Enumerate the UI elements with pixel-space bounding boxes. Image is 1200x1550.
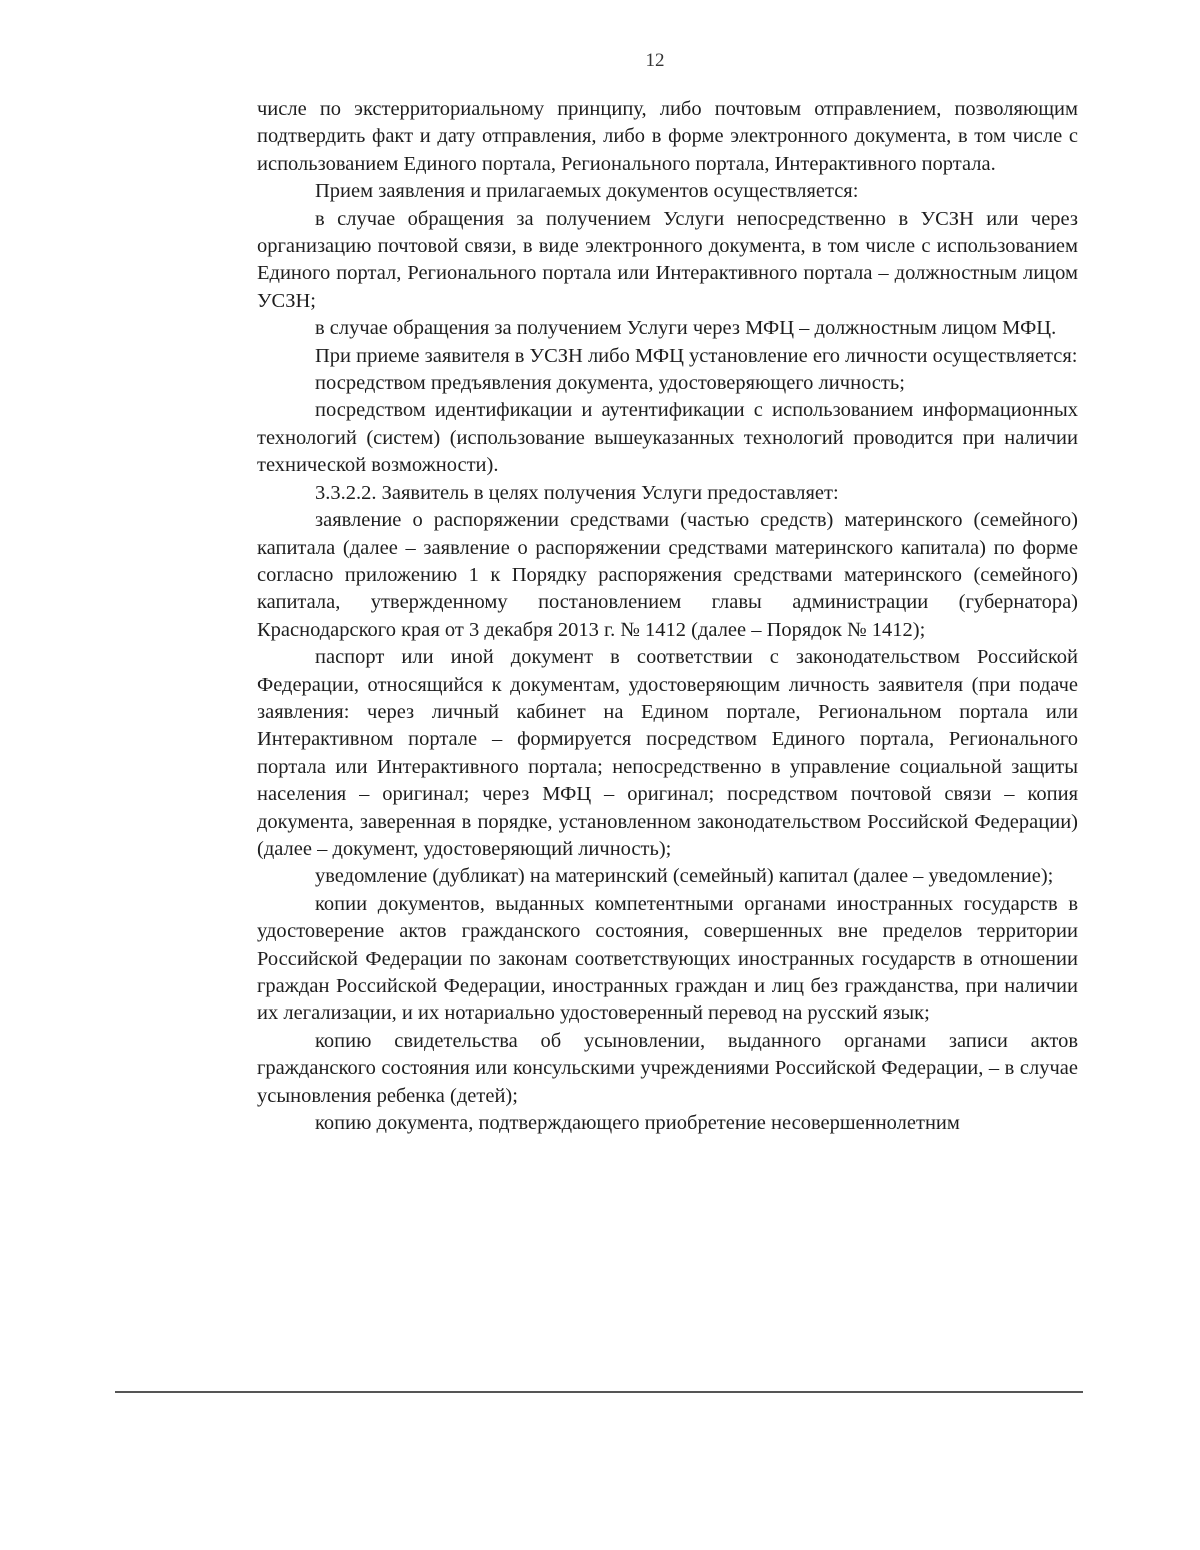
page-number: 12 [645,50,665,71]
paragraph: копию документа, подтверждающего приобретение несовершеннолетним [315,1112,960,1135]
paragraph: 3.3.2.2. Заявитель в целях получения Услуги предоставляет: [315,481,839,504]
paragraph: заявление о распоряжении средствами (частью средств) материнского (семейного) капитала (далее – заявление о распоряжении средствами материнского капитала) по форме согласно приложению 1 к Порядку распоряжения средствами материнского (семейного) капитала, утвержденному постановлением главы администрации (губернатора) Краснодарского края от 3 декабря 2013 г. № 1412 (далее – Порядок № 1412); [257,509,1078,641]
paragraph: копию свидетельства об усыновлении, выданного органами записи актов гражданского состояния или консульскими учреждениями Российской Федерации, – в случае усыновления ребенка (детей); [257,1029,1078,1107]
document-body [257,96,1078,1137]
paragraph: в случае обращения за получением Услуги через МФЦ – должностным лицом МФЦ. [315,317,1057,340]
paragraph: числе по экстерриториальному принципу, либо почтовым отправлением, позволяющим подтвердить факт и дату отправления, либо в форме электронного документа, в том числе с использованием Единого портала, Регионального портала, Интерактивного портала. [257,98,1078,175]
paragraph: посредством предъявления документа, удостоверяющего личность; [315,372,905,395]
paragraph: копии документов, выданных компетентными органами иностранных государств в удостоверение актов гражданского состояния, совершенных вне пределов территории Российской Федерации по законам соответствующих иностранных государств в отношении граждан Российской Федерации, иностранных граждан и лиц без гражданства, при наличии их легализации, и их нотариально удостоверенный перевод на русский язык; [257,892,1078,1025]
paragraph: посредством идентификации и аутентификации с использованием информационных технологий (систем) (использование вышеуказанных технологий проводится при наличии технической возможности). [257,399,1078,477]
paragraph: уведомление (дубликат) на материнский (семейный) капитал (далее – уведомление); [315,865,1054,888]
paragraph: Прием заявления и прилагаемых документов осуществляется: [315,180,859,203]
paragraph: паспорт или иной документ в соответствии с законодательством Российской Федерации, относящийся к документам, удостоверяющим личность заявителя (при подаче заявления: через личный кабинет на Едином портале, Региональном портала или Интерактивном портале – формируется посредством Единого портала, Регионального портала или Интерактивного портала; непосредственно в управление социальной защиты населения – оригинал; через МФЦ – оригинал; посредством почтовой связи – копия документа, заверенная в порядке, установленном законодательством Российской Федерации) (далее – документ, удостоверяющий личность); [257,646,1078,860]
paragraph: При приеме заявителя в УСЗН либо МФЦ установление его личности осуществляется: [315,344,1078,367]
scan-edge-line [115,1391,1083,1393]
paragraph: в случае обращения за получением Услуги непосредственно в УСЗН или через организацию почтовой связи, в виде электронного документа, в том числе с использованием Единого портал, Регионального портала или Интерактивного портала – должностным лицом УСЗН; [257,207,1078,312]
